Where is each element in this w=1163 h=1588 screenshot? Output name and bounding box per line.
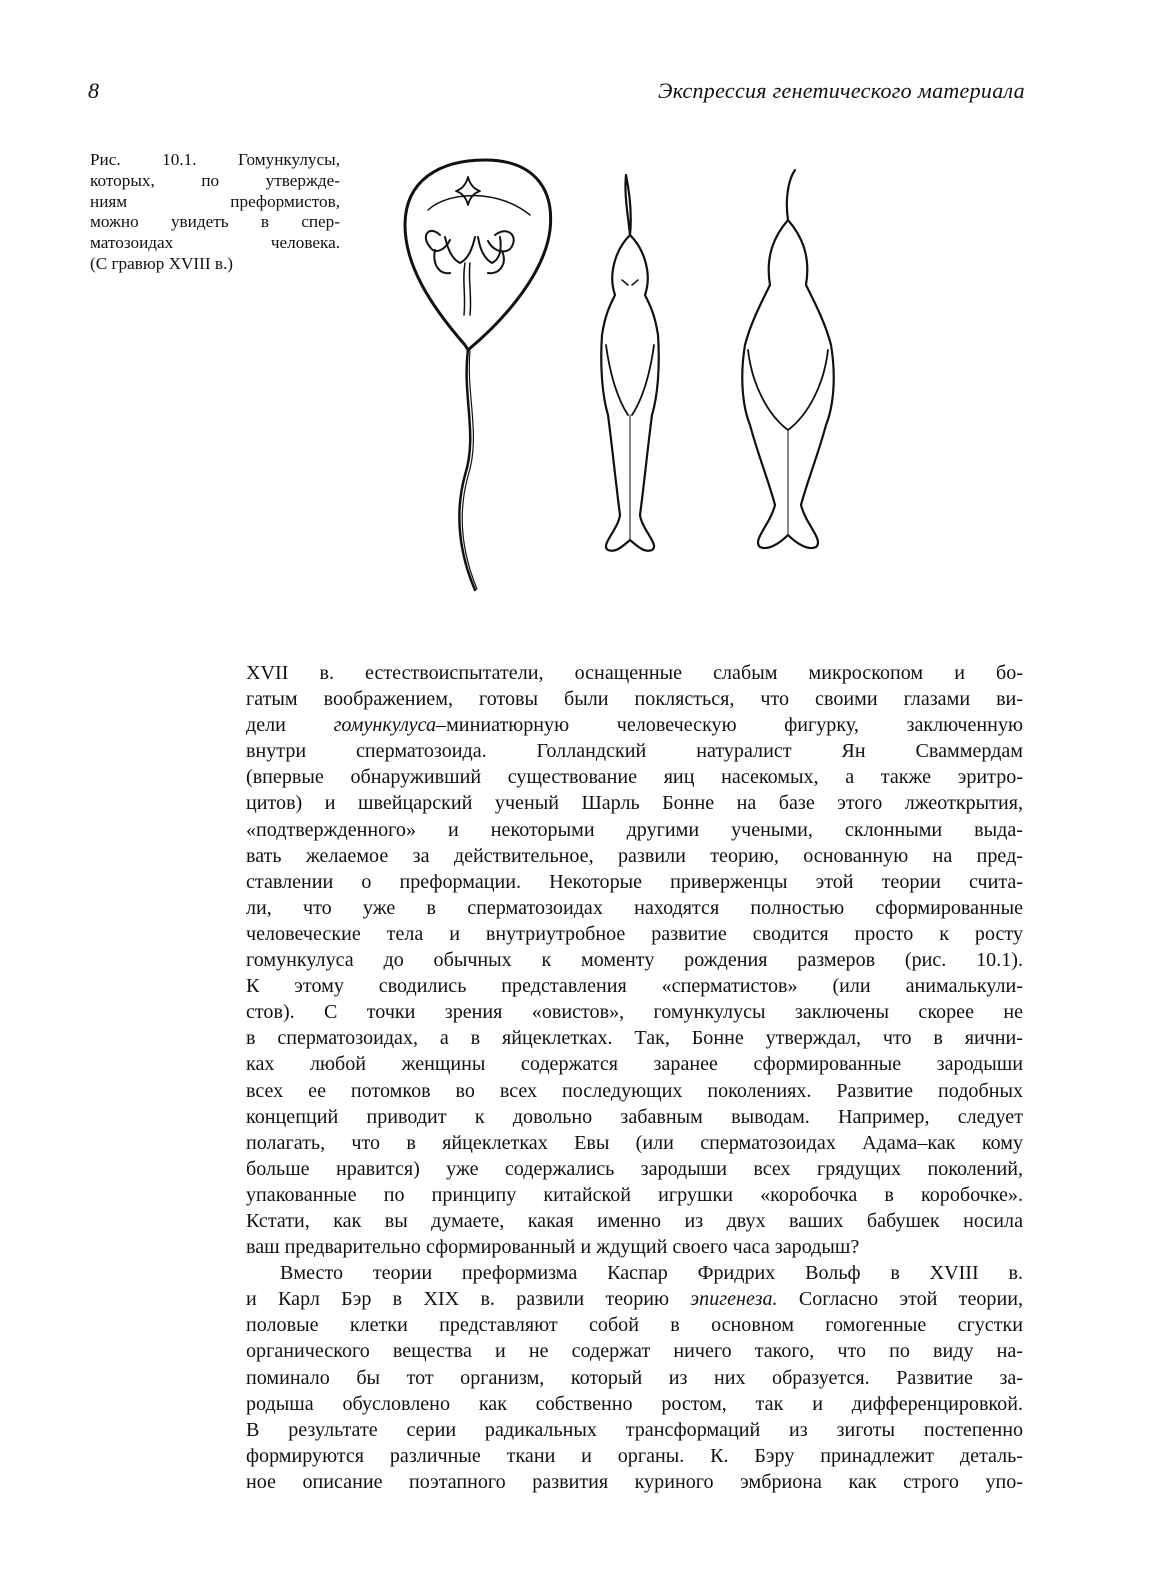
text-line: ставлении о преформации. Некоторые приверженцы этой теории счита- [246, 870, 1023, 893]
text-line: больше нравится) уже содержались зародыши всех грядущих поколений, [246, 1157, 1023, 1180]
text-line: XVII в. естествоиспытатели, оснащенные слабым микроскопом и бо- [246, 662, 1023, 684]
text-line: органического вещества и не содержат ничего такого, что по виду на- [246, 1340, 1023, 1363]
text-line: вать желаемое за действительное, развили теорию, основанную на пред- [246, 844, 1023, 867]
running-title: Экспрессия генетического материала [657, 78, 1025, 103]
text-line: гатым воображением, готовы были поклясться, что своими глазами ви- [246, 688, 1023, 711]
text-line: ное описание поэтапного развития куриного эмбриона как строго упо- [246, 1470, 1023, 1493]
figure-caption [90, 150, 340, 275]
text-line: внутри сперматозоида. Голландский натуралист Ян Сваммердам [246, 740, 1023, 763]
text-line: и Карл Бэр в XIX в. развили теорию эпигенеза. Согласно этой теории, [246, 1288, 1023, 1311]
round-homunculus [742, 170, 833, 548]
text-line: формируются различные ткани и органы. К. Бэру принадлежит деталь- [246, 1444, 1023, 1467]
caption-line: можно увидеть в спер- [90, 212, 340, 232]
text-line: К этому сводились представления «сперматистов» (или анималькули- [246, 975, 1023, 998]
text-line: дели гомункулуса–миниатюрную человеческую фигурку, заключенную [246, 714, 1023, 737]
italic-term: гомункулуса [333, 714, 437, 737]
text-line: в сперматозоидах, а в яйцеклетках. Так, Бонне утверждал, что в яични- [246, 1027, 1023, 1050]
body-text [246, 660, 1023, 1495]
homunculus-figure [390, 155, 870, 600]
caption-line: матозоидах человека. [90, 233, 340, 253]
page-number: 8 [88, 78, 99, 103]
text-line: гомункулуса до обычных к моменту рождения размеров (рис. 10.1). [246, 949, 1023, 972]
text-line: (впервые обнаруживший существование яиц насекомых, а также эритро- [246, 766, 1023, 789]
caption-line: (С гравюр XVIII в.) [90, 253, 234, 273]
text-line: Вместо теории преформизма Каспар Фридрих Вольф в XVIII в. [280, 1262, 1023, 1285]
text-line: поминало бы тот организм, который из них образуется. Развитие за- [246, 1366, 1023, 1389]
text-line: стов). С точки зрения «овистов», гомункулусы заключены скорее не [246, 1001, 1023, 1024]
text-line: «подтвержденного» и некоторыми другими учеными, склонными выда- [246, 818, 1023, 841]
text-line: цитов) и швейцарский ученый Шарль Бонне на базе этого лжеоткрытия, [246, 792, 1023, 815]
text-line: половые клетки представляют собой в основном гомогенные сгустки [246, 1314, 1023, 1337]
caption-line: Рис. 10.1. Гомункулусы, [90, 150, 340, 169]
text-line: всех ее потомков во всех последующих поколениях. Развитие подобных [246, 1079, 1023, 1102]
text-line: упакованные по принципу китайской игрушки «коробочка в коробочке». [246, 1183, 1023, 1206]
homunculus-illustration [390, 155, 870, 600]
caption-line: ниям преформистов, [90, 191, 340, 211]
text-line: родыша обусловлено как собственно ростом, так и дифференцировкой. [246, 1392, 1023, 1415]
text-line: ли, что уже в сперматозоидах находятся полностью сформированные [246, 896, 1023, 919]
text-line: Кстати, как вы думаете, какая именно из двух ваших бабушек носила [246, 1209, 1023, 1232]
caption-line: которых, по утвержде- [90, 170, 340, 190]
text-line: В результате серии радикальных трансформаций из зиготы постепенно [246, 1418, 1023, 1441]
italic-term: эпигенеза. [690, 1288, 778, 1311]
sperm-cell-with-homunculus [405, 160, 551, 590]
text-line: концепций приводит к довольно забавным выводам. Например, следует [246, 1105, 1023, 1128]
text-line: полагать, что в яйцеклетках Евы (или сперматозоидах Адама–как кому [246, 1131, 1023, 1154]
thin-homunculus [601, 175, 659, 551]
text-line: человеческие тела и внутриутробное развитие сводится просто к росту [246, 922, 1023, 945]
text-line: ках любой женщины содержатся заранее сформированные зародыши [246, 1053, 1023, 1076]
text-line: ваш предварительно сформированный и ждущий своего часа зародыш? [246, 1236, 860, 1259]
